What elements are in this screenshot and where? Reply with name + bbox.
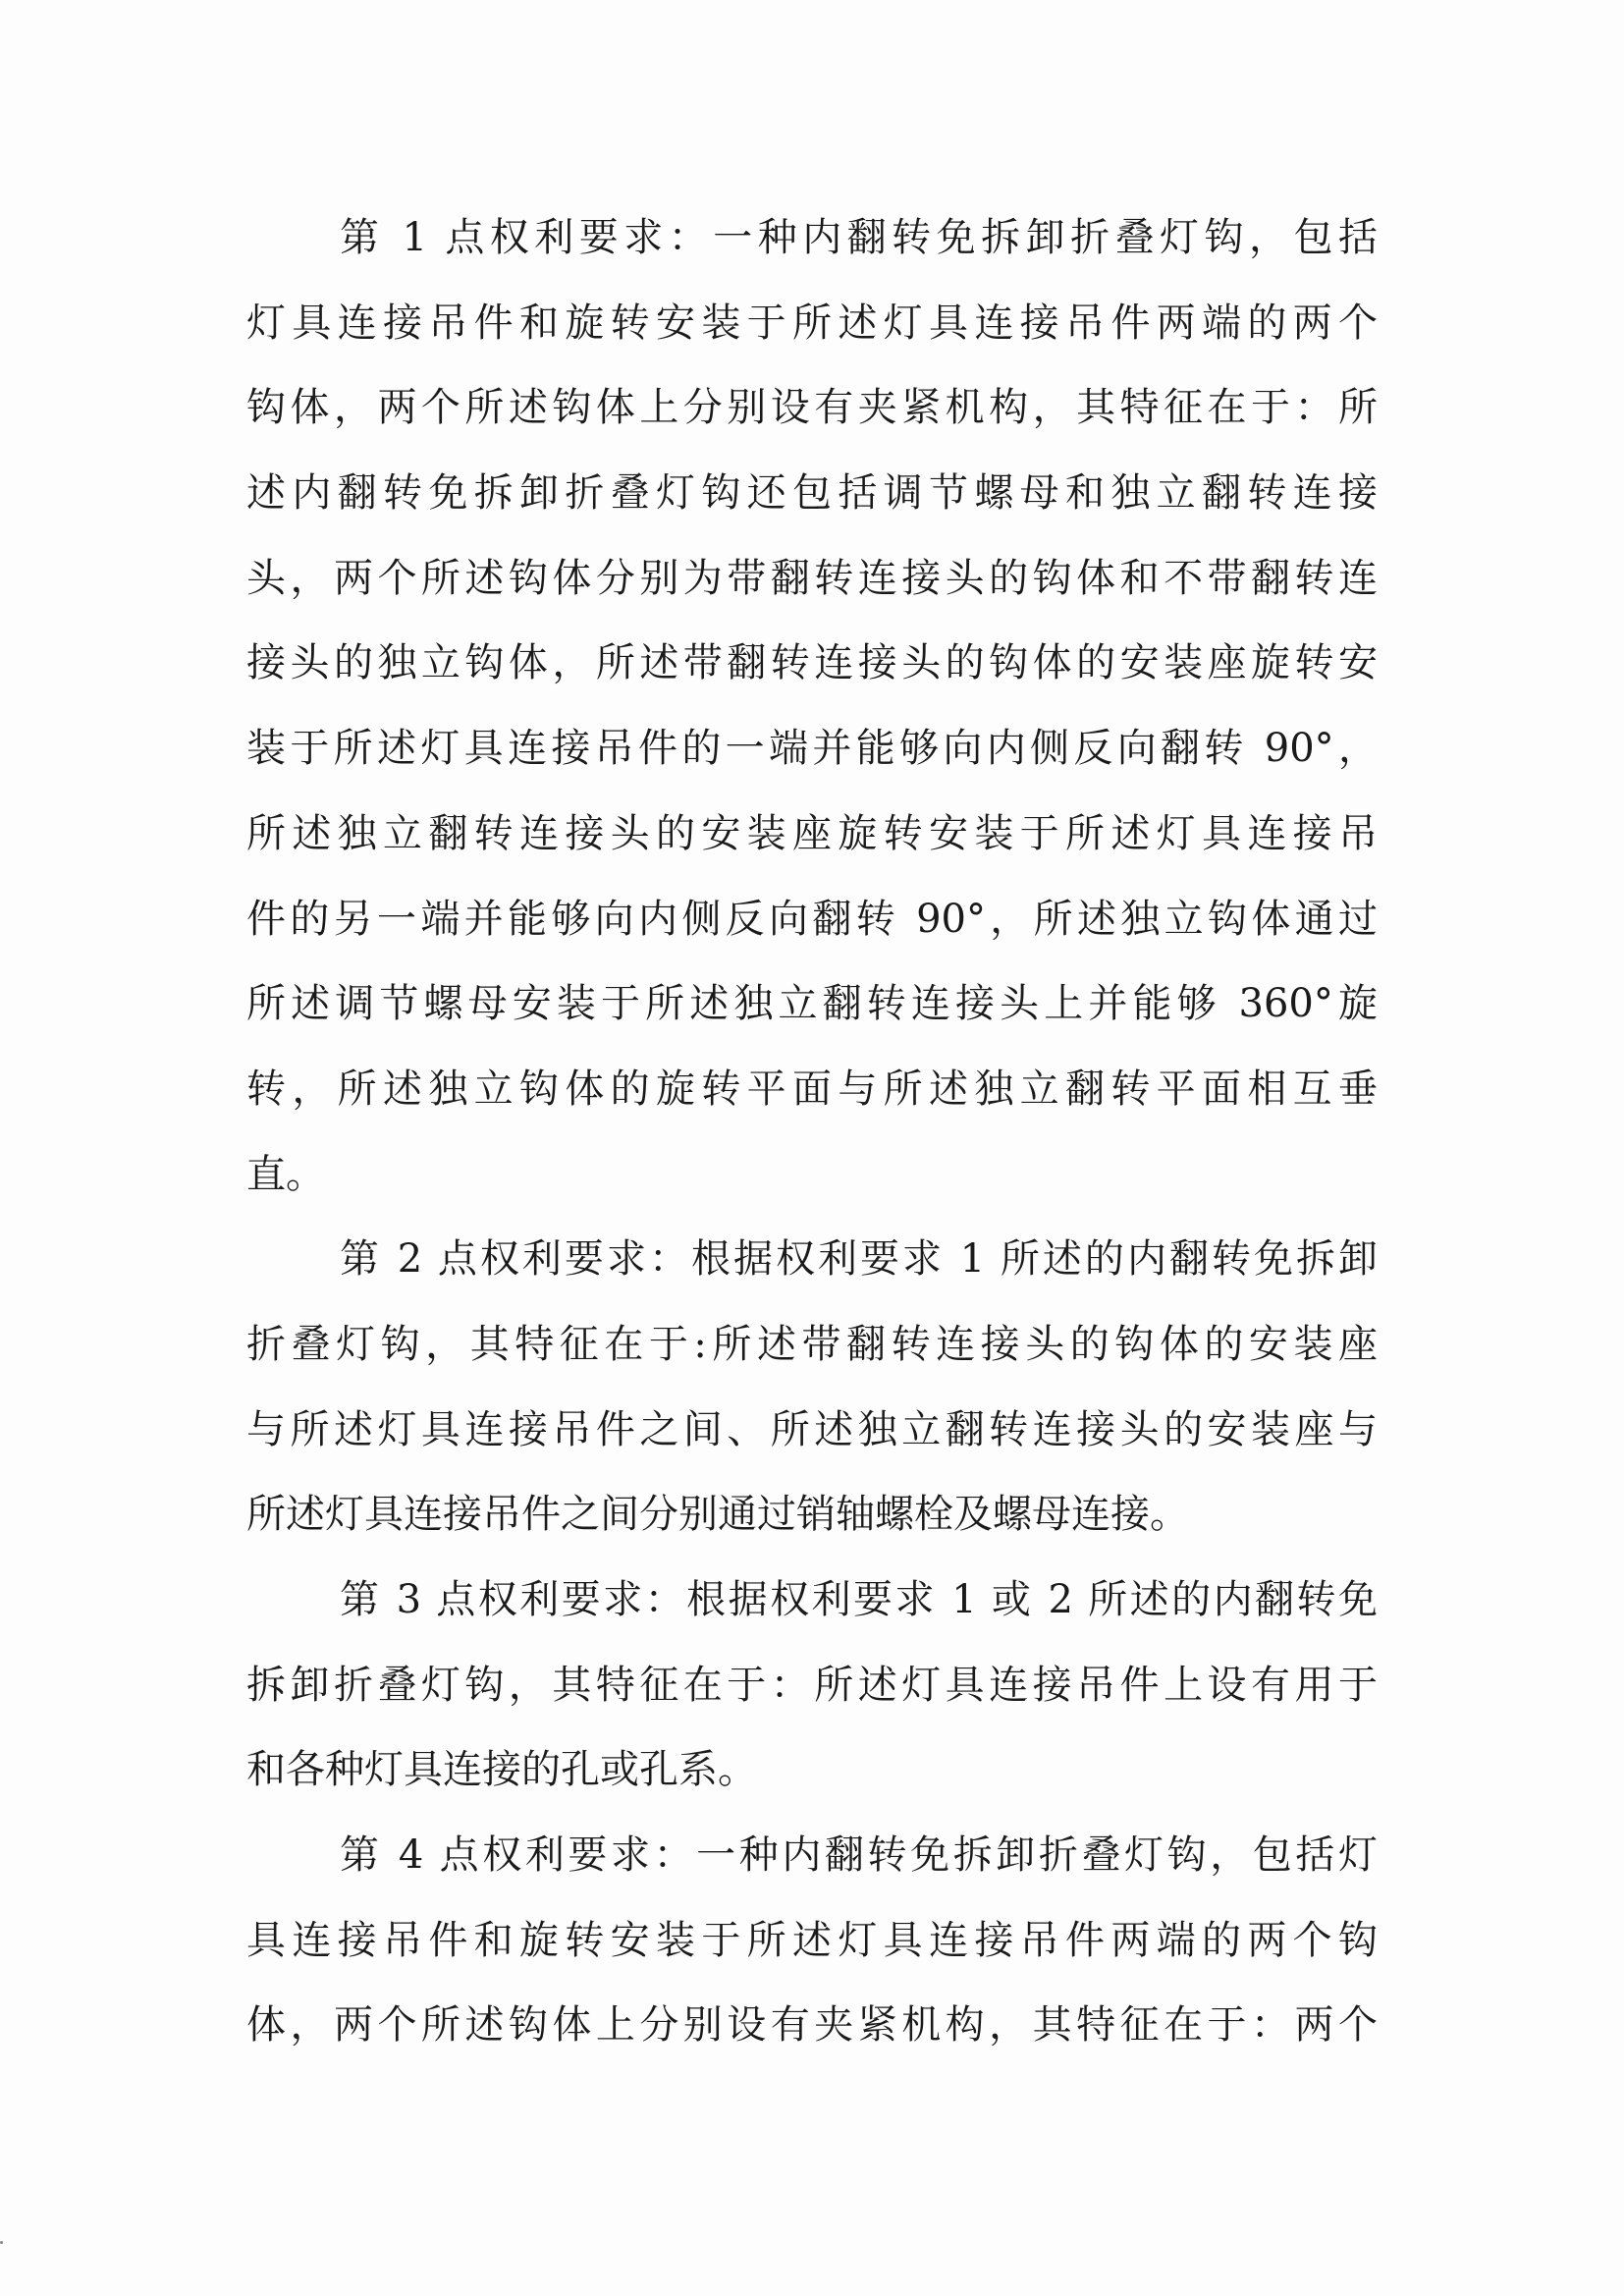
text-line: 与所述灯具连接吊件之间、所述独立翻转连接头的安装座与 bbox=[246, 1406, 1378, 1452]
text-line: 灯具连接吊件和旋转安装于所述灯具连接吊件两端的两个 bbox=[246, 300, 1378, 346]
scan-speck bbox=[0, 2241, 3, 2244]
claim-2-paragraph bbox=[246, 1230, 1378, 1570]
text-line: 体，两个所述钩体上分别设有夹紧机构，其特征在于：两个 bbox=[246, 2002, 1378, 2049]
text-line: 接头的独立钩体，所述带翻转连接头的钩体的安装座旋转安 bbox=[246, 640, 1378, 686]
text-line: 拆卸折叠灯钩，其特征在于：所述灯具连接吊件上设有用于 bbox=[246, 1662, 1378, 1708]
text-line: 第 4 点权利要求：一种内翻转免拆卸折叠灯钩，包括灯 bbox=[340, 1832, 1378, 1879]
text-line: 具连接吊件和旋转安装于所述灯具连接吊件两端的两个钩 bbox=[246, 1917, 1378, 1963]
text-line: 件的另一端并能够向内侧反向翻转 90°，所述独立钩体通过 bbox=[246, 896, 1378, 942]
text-line: 述内翻转免拆卸折叠灯钩还包括调节螺母和独立翻转连接 bbox=[246, 470, 1378, 517]
text-line: 钩体，两个所述钩体上分别设有夹紧机构，其特征在于：所 bbox=[246, 385, 1378, 431]
claim-1-paragraph bbox=[246, 208, 1378, 1230]
text-line: 装于所述灯具连接吊件的一端并能够向内侧反向翻转 90°， bbox=[246, 726, 1378, 772]
text-line: 折叠灯钩，其特征在于:所述带翻转连接头的钩体的安装座 bbox=[246, 1321, 1378, 1367]
claim-4-paragraph bbox=[246, 1826, 1378, 2081]
text-line: 和各种灯具连接的孔或孔系。 bbox=[246, 1747, 757, 1793]
text-line: 转，所述独立钩体的旋转平面与所述独立翻转平面相互垂 bbox=[246, 1066, 1378, 1112]
text-line: 所述调节螺母安装于所述独立翻转连接头上并能够 360°旋 bbox=[246, 981, 1378, 1027]
text-line: 第 3 点权利要求：根据权利要求 1 或 2 所述的内翻转免 bbox=[340, 1577, 1378, 1622]
claims-text bbox=[246, 208, 1378, 2081]
text-line: 所述独立翻转连接头的安装座旋转安装于所述灯具连接吊 bbox=[246, 810, 1378, 856]
text-line: 第 2 点权利要求：根据权利要求 1 所述的内翻转免拆卸 bbox=[340, 1236, 1378, 1283]
text-line: 直。 bbox=[246, 1151, 325, 1197]
text-line: 第 1 点权利要求：一种内翻转免拆卸折叠灯钩，包括 bbox=[340, 215, 1378, 260]
text-line: 所述灯具连接吊件之间分别通过销轴螺栓及螺母连接。 bbox=[246, 1492, 1189, 1538]
claim-3-paragraph bbox=[246, 1570, 1378, 1826]
text-line: 头，两个所述钩体分别为带翻转连接头的钩体和不带翻转连 bbox=[246, 555, 1378, 601]
